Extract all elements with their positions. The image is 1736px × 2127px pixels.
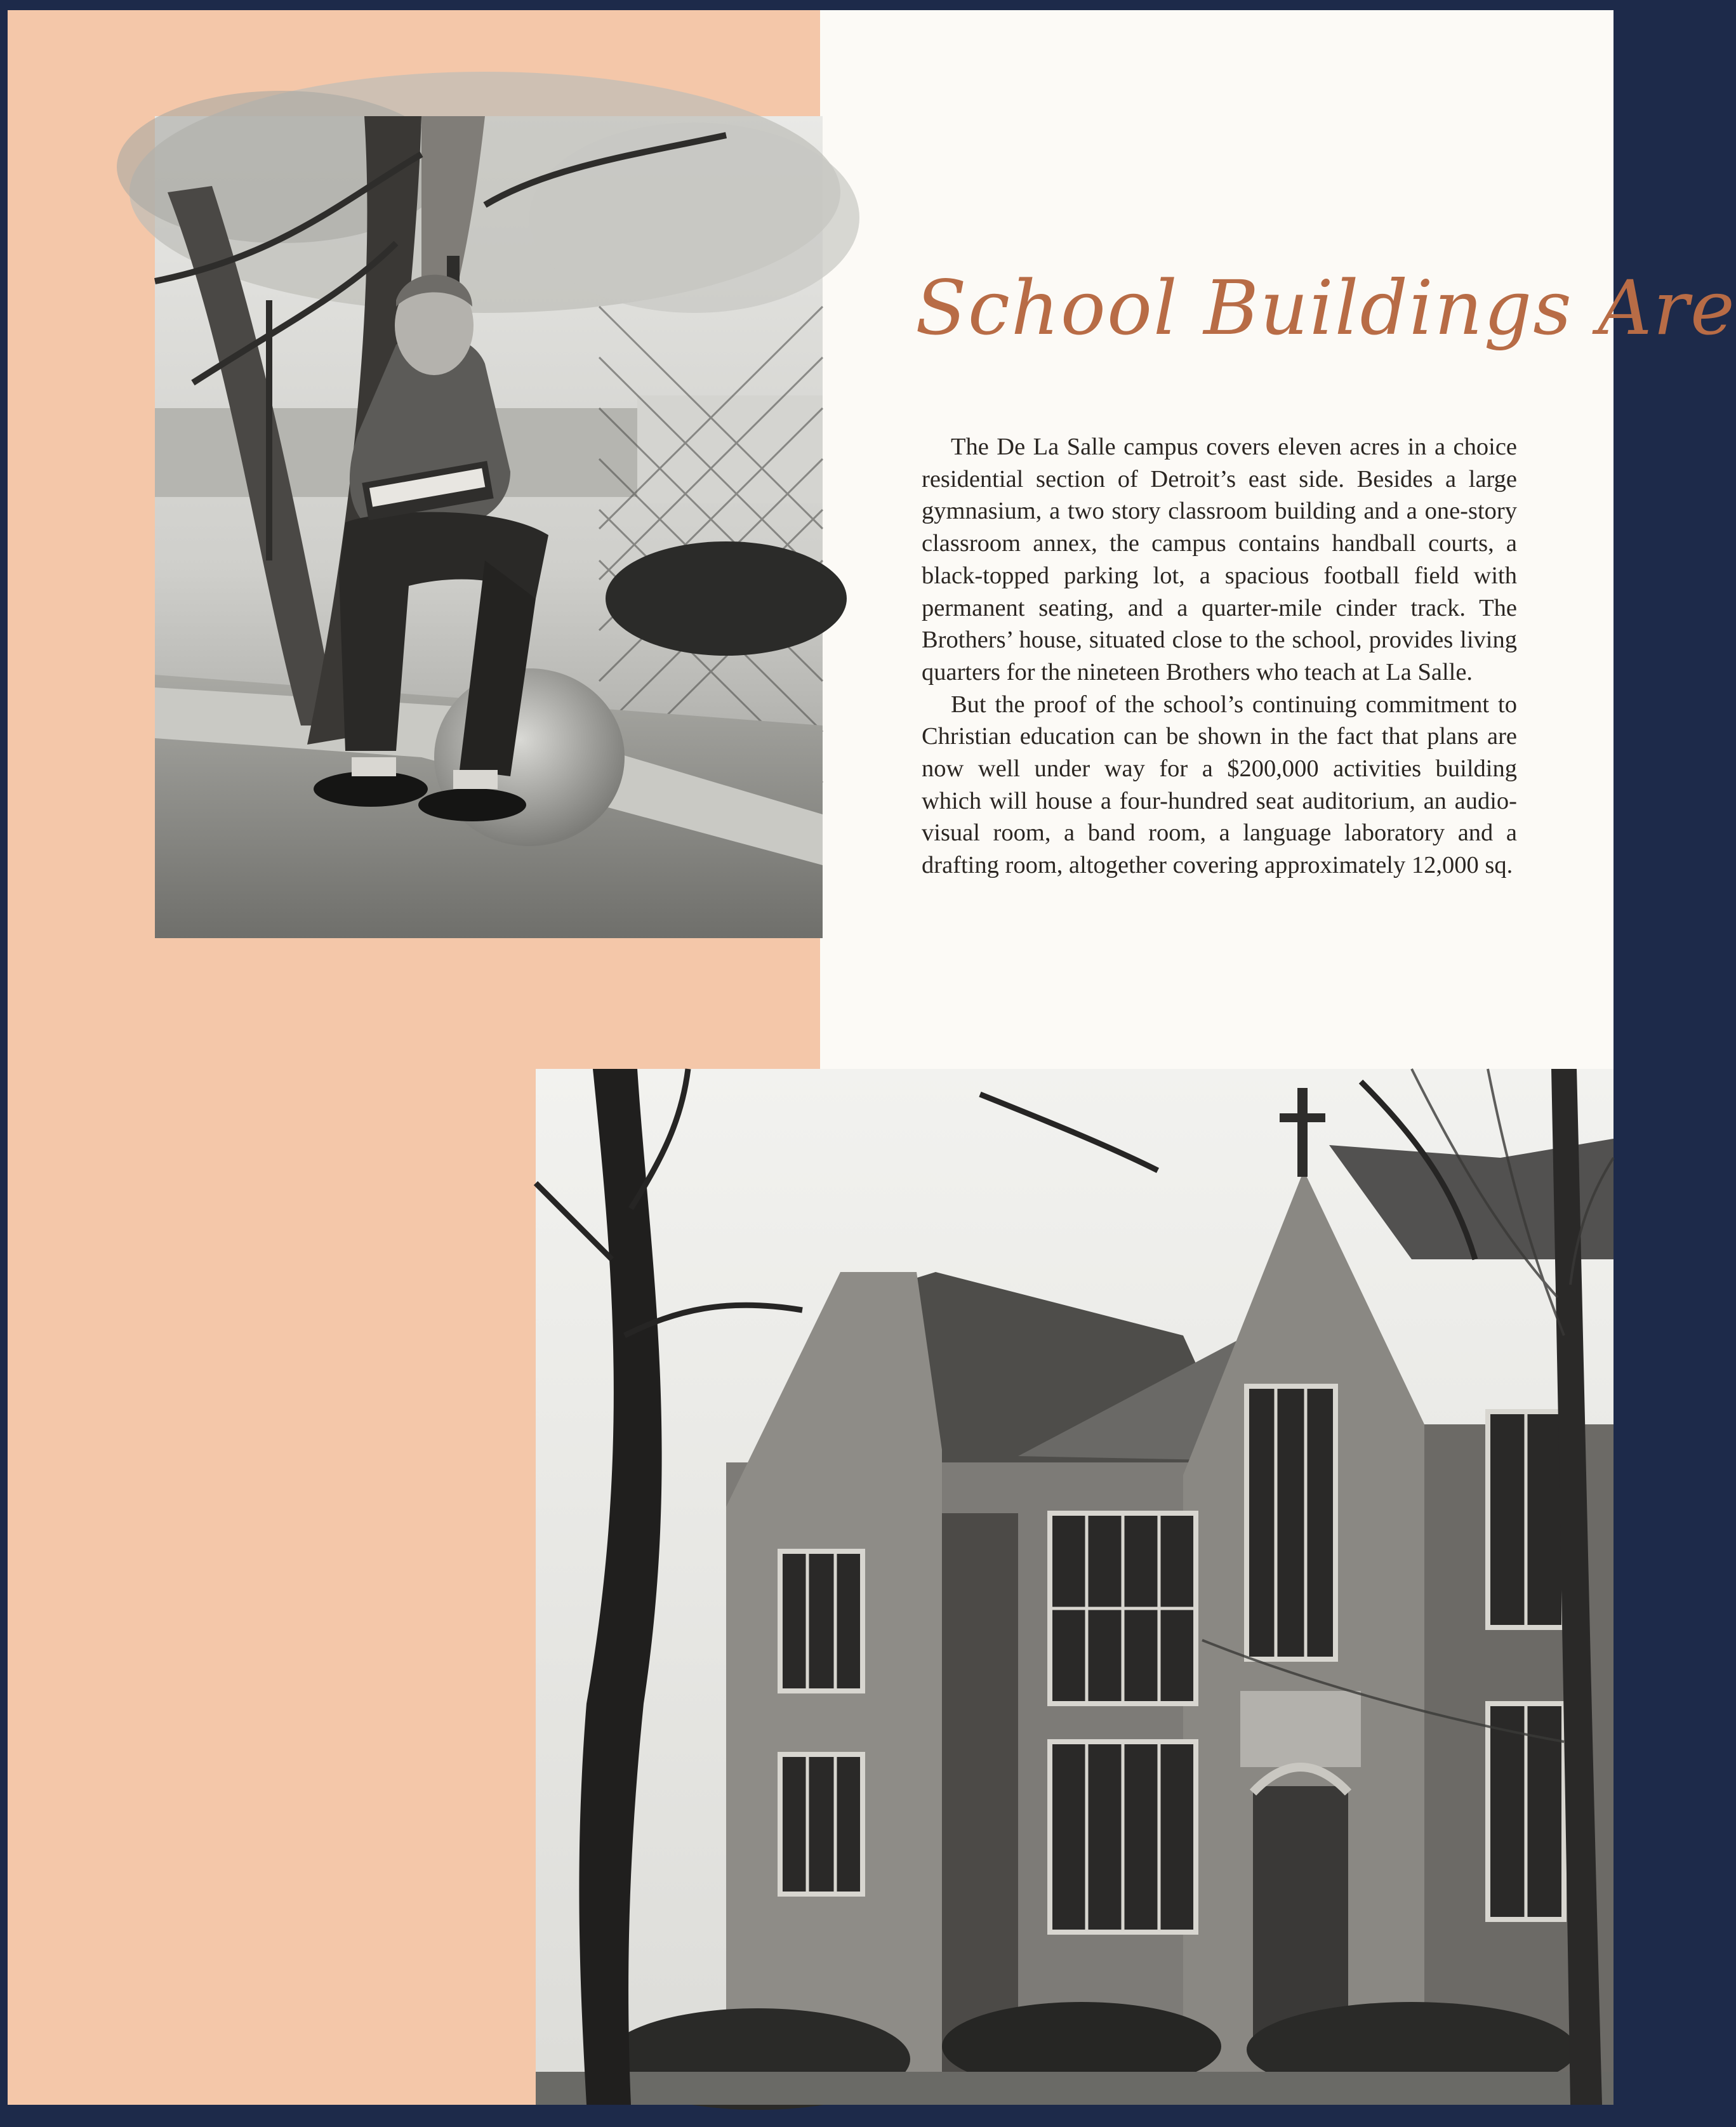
school-building-photo [536,1069,1613,2105]
page-headline: School Buildings Are [915,264,1736,352]
article-paragraph: But the proof of the school’s continuing commitment to Christian education can be shown in the fact that plans are now well under way for a $200,000 activities building which will house a four-hundred seat auditorium, an audio-visual room, a band room, a language laboratory and a drafting room, altogether covering approximately 12,000 sq. [922,691,1517,879]
article-body [922,431,1517,882]
article-paragraph: The De La Salle campus covers eleven acres in a choice residential section of Detroit’s east side. Besides a large gymnasium, a two story classroom building and a one-story classroom annex, the campus contains handball courts, a black-topped parking lot, a spacious football field with permanent seating, and a quarter-mile cinder track. The Brothers’ house, situated close to the school, provides living quarters for the nineteen Brothers who teach at La Salle. [922,434,1517,686]
student-reading-image [155,116,823,938]
school-building-image [536,1069,1613,2105]
student-reading-photo [155,116,823,938]
yearbook-page [8,10,1736,2105]
